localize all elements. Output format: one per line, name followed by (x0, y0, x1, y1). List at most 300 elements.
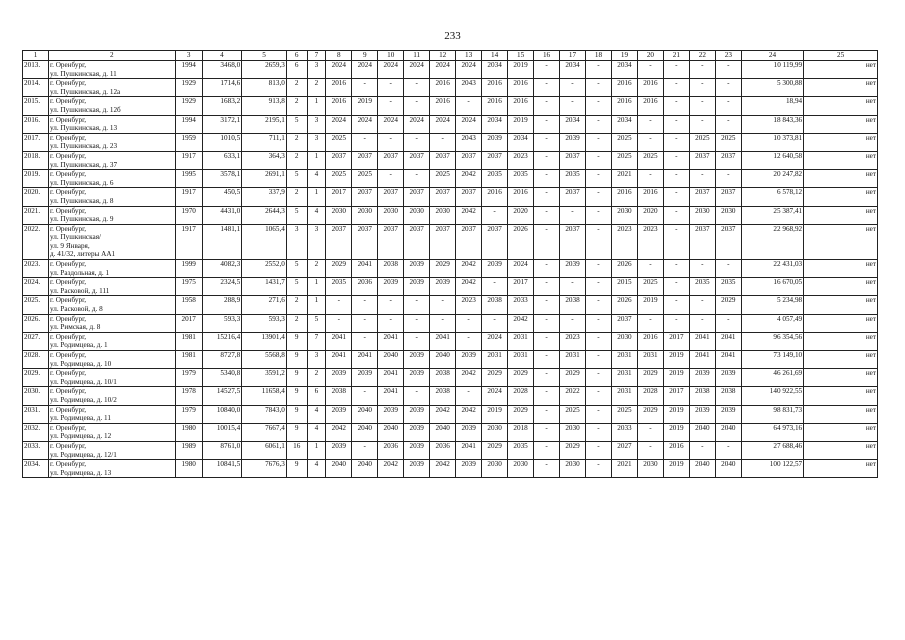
floors-cell: 9 (286, 369, 307, 387)
row-number-cell: 2018. (23, 151, 49, 169)
address-line: г. Оренбург, (49, 170, 87, 179)
planned-year-cell: 2019 (352, 97, 378, 115)
flag-cell: нет (804, 278, 878, 296)
table-row (23, 369, 878, 387)
planned-year-cell: 2033 (508, 296, 534, 314)
floors-cell: 5 (286, 170, 307, 188)
planned-year-cell: 2023 (456, 296, 482, 314)
address-cell (48, 79, 175, 97)
floors-cell: 2 (286, 79, 307, 97)
address-line: г. Оренбург, (49, 61, 87, 69)
address-cell (48, 97, 175, 115)
planned-year-cell: 2021 (611, 170, 637, 188)
address-line: г. Оренбург, (49, 133, 87, 142)
entrances-cell: 3 (307, 61, 326, 79)
planned-year-cell: 2019 (482, 405, 508, 423)
planned-year-cell: - (585, 224, 611, 259)
planned-year-cell: 2034 (482, 115, 508, 133)
total-area-cell: 14527,5 (202, 387, 241, 405)
year-built-cell: 1917 (175, 151, 202, 169)
table-row (23, 188, 878, 206)
table-row (23, 115, 878, 133)
planned-year-cell: 2039 (404, 369, 430, 387)
planned-year-cell: - (534, 133, 560, 151)
planned-year-cell: 2042 (430, 405, 456, 423)
planned-year-cell: 2039 (378, 278, 404, 296)
table-row (23, 278, 878, 296)
column-number-header: 3 (175, 51, 202, 61)
address-line: ул. Раздольная, д. 1 (49, 268, 110, 277)
planned-year-cell: 2035 (326, 278, 352, 296)
column-number-header: 2 (48, 51, 175, 61)
planned-year-cell: - (482, 314, 508, 332)
total-area-cell: 288,9 (202, 296, 241, 314)
row-number-cell: 2024. (23, 278, 49, 296)
table-row (23, 224, 878, 259)
cost-total-cell: 16 670,05 (741, 278, 803, 296)
table-row (23, 314, 878, 332)
planned-year-cell: 2035 (689, 278, 715, 296)
total-area-cell: 8761,0 (202, 441, 241, 459)
year-built-cell: 1959 (175, 133, 202, 151)
row-number-cell: 2023. (23, 260, 49, 278)
row-number-cell: 2029. (23, 369, 49, 387)
table-row (23, 351, 878, 369)
planned-year-cell: - (534, 224, 560, 259)
address-line: ул. Расковой, д. 8 (49, 305, 103, 314)
planned-year-cell: 2034 (611, 61, 637, 79)
planned-year-cell: - (585, 170, 611, 188)
year-built-cell: 2017 (175, 314, 202, 332)
planned-year-cell: 2037 (456, 151, 482, 169)
planned-year-cell: - (663, 260, 689, 278)
planned-year-cell: 2040 (352, 460, 378, 478)
planned-year-cell: 2029 (508, 405, 534, 423)
planned-year-cell: 2030 (715, 206, 741, 224)
planned-year-cell: - (585, 369, 611, 387)
living-area-cell: 2552,0 (242, 260, 287, 278)
floors-cell: 9 (286, 405, 307, 423)
planned-year-cell: - (585, 115, 611, 133)
row-number-cell: 2014. (23, 79, 49, 97)
planned-year-cell: 2039 (404, 351, 430, 369)
year-built-cell: 1978 (175, 387, 202, 405)
planned-year-cell: 2042 (430, 460, 456, 478)
planned-year-cell: 2037 (352, 224, 378, 259)
planned-year-cell: - (534, 188, 560, 206)
table-row (23, 423, 878, 441)
planned-year-cell: - (663, 79, 689, 97)
cost-total-cell: 100 122,57 (741, 460, 803, 478)
address-line: ул. Родимцева, д. 10/1 (49, 377, 117, 386)
planned-year-cell: 2017 (663, 332, 689, 350)
planned-year-cell: - (689, 61, 715, 79)
year-built-cell: 1980 (175, 460, 202, 478)
planned-year-cell: 2024 (404, 115, 430, 133)
planned-year-cell: 2040 (352, 405, 378, 423)
living-area-cell: 337,9 (242, 188, 287, 206)
planned-year-cell: - (637, 115, 663, 133)
living-area-cell: 2195,1 (242, 115, 287, 133)
planned-year-cell: 2037 (456, 188, 482, 206)
building-register-table (22, 50, 878, 478)
flag-cell: нет (804, 79, 878, 97)
planned-year-cell: - (585, 351, 611, 369)
entrances-cell: 4 (307, 405, 326, 423)
living-area-cell: 5568,8 (242, 351, 287, 369)
planned-year-cell: 2017 (663, 387, 689, 405)
planned-year-cell: 2037 (560, 151, 586, 169)
planned-year-cell: 2036 (352, 278, 378, 296)
address-cell (48, 170, 175, 188)
table-row (23, 97, 878, 115)
row-number-cell: 2030. (23, 387, 49, 405)
address-line: ул. Пушкинская/ (49, 233, 101, 242)
planned-year-cell: 2019 (663, 351, 689, 369)
planned-year-cell: - (534, 151, 560, 169)
planned-year-cell: 2036 (378, 441, 404, 459)
cost-total-cell: 20 247,82 (741, 170, 803, 188)
planned-year-cell: 2025 (611, 133, 637, 151)
row-number-cell: 2025. (23, 296, 49, 314)
row-number-cell: 2022. (23, 224, 49, 259)
total-area-cell: 1683,2 (202, 97, 241, 115)
row-number-cell: 2019. (23, 170, 49, 188)
planned-year-cell: - (689, 115, 715, 133)
floors-cell: 2 (286, 151, 307, 169)
planned-year-cell: 2037 (352, 151, 378, 169)
address-cell (48, 314, 175, 332)
flag-cell: нет (804, 296, 878, 314)
planned-year-cell: 2016 (430, 79, 456, 97)
planned-year-cell: 2037 (482, 224, 508, 259)
planned-year-cell: 2041 (715, 351, 741, 369)
planned-year-cell: 2015 (611, 278, 637, 296)
planned-year-cell: 2016 (508, 79, 534, 97)
planned-year-cell: 2039 (326, 405, 352, 423)
floors-cell: 3 (286, 224, 307, 259)
planned-year-cell: 2034 (560, 61, 586, 79)
address-line: ул. Родимцева, д. 12 (49, 432, 112, 441)
address-line: ул. Пушкинская, д. 11 (49, 69, 117, 78)
planned-year-cell: 2041 (430, 332, 456, 350)
table-row (23, 260, 878, 278)
planned-year-cell: - (534, 206, 560, 224)
living-area-cell: 364,3 (242, 151, 287, 169)
living-area-cell: 711,1 (242, 133, 287, 151)
table-row (23, 387, 878, 405)
planned-year-cell: - (663, 115, 689, 133)
entrances-cell: 3 (307, 351, 326, 369)
planned-year-cell: 2019 (663, 460, 689, 478)
planned-year-cell: 2035 (508, 170, 534, 188)
planned-year-cell: 2041 (689, 351, 715, 369)
planned-year-cell: - (404, 79, 430, 97)
planned-year-cell: - (663, 61, 689, 79)
planned-year-cell: - (585, 206, 611, 224)
planned-year-cell: 2040 (689, 460, 715, 478)
address-line: г. Оренбург, (49, 278, 87, 287)
cost-total-cell: 98 831,73 (741, 405, 803, 423)
address-line: ул. Родимцева, д. 10/2 (49, 395, 117, 404)
address-line: ул. Римская, д. 8 (49, 323, 101, 332)
planned-year-cell: 2037 (430, 224, 456, 259)
planned-year-cell: - (689, 97, 715, 115)
flag-cell: нет (804, 314, 878, 332)
planned-year-cell: 2024 (378, 115, 404, 133)
planned-year-cell: 2016 (430, 97, 456, 115)
address-cell (48, 151, 175, 169)
planned-year-cell: 2037 (352, 188, 378, 206)
total-area-cell: 5340,8 (202, 369, 241, 387)
planned-year-cell: 2034 (611, 115, 637, 133)
planned-year-cell: 2018 (508, 423, 534, 441)
planned-year-cell: 2016 (508, 97, 534, 115)
flag-cell: нет (804, 260, 878, 278)
planned-year-cell: - (560, 206, 586, 224)
planned-year-cell: - (378, 79, 404, 97)
table-row (23, 441, 878, 459)
planned-year-cell: 2019 (663, 369, 689, 387)
total-area-cell: 4431,0 (202, 206, 241, 224)
planned-year-cell: 2024 (352, 115, 378, 133)
planned-year-cell: - (585, 61, 611, 79)
planned-year-cell: 2030 (482, 423, 508, 441)
planned-year-cell: - (715, 97, 741, 115)
address-line: ул. Пушкинская, д. 37 (49, 160, 118, 169)
entrances-cell: 2 (307, 260, 326, 278)
planned-year-cell: 2031 (611, 387, 637, 405)
column-number-header: 25 (804, 51, 878, 61)
planned-year-cell: 2039 (456, 423, 482, 441)
planned-year-cell: 2024 (482, 387, 508, 405)
planned-year-cell: 2039 (560, 133, 586, 151)
total-area-cell: 8727,8 (202, 351, 241, 369)
row-number-cell: 2027. (23, 332, 49, 350)
living-area-cell: 13901,4 (242, 332, 287, 350)
flag-cell: нет (804, 441, 878, 459)
planned-year-cell: - (585, 97, 611, 115)
planned-year-cell: 2042 (456, 260, 482, 278)
planned-year-cell: 2024 (508, 260, 534, 278)
planned-year-cell: 2038 (689, 387, 715, 405)
planned-year-cell: 2037 (715, 151, 741, 169)
year-built-cell: 1917 (175, 188, 202, 206)
planned-year-cell: - (352, 387, 378, 405)
flag-cell: нет (804, 423, 878, 441)
cost-total-cell: 64 973,16 (741, 423, 803, 441)
planned-year-cell: 2029 (430, 260, 456, 278)
living-area-cell: 6061,1 (242, 441, 287, 459)
planned-year-cell: - (637, 61, 663, 79)
planned-year-cell: 2043 (456, 133, 482, 151)
planned-year-cell: 2030 (326, 206, 352, 224)
planned-year-cell: - (663, 296, 689, 314)
planned-year-cell: 2040 (689, 423, 715, 441)
planned-year-cell: - (637, 133, 663, 151)
cost-total-cell: 12 640,58 (741, 151, 803, 169)
cost-total-cell: 22 431,03 (741, 260, 803, 278)
floors-cell: 6 (286, 61, 307, 79)
address-line: г. Оренбург, (49, 369, 87, 378)
planned-year-cell: - (663, 97, 689, 115)
planned-year-cell: 2016 (637, 332, 663, 350)
planned-year-cell: - (404, 387, 430, 405)
planned-year-cell: 2023 (637, 224, 663, 259)
planned-year-cell: 2029 (637, 405, 663, 423)
planned-year-cell: - (637, 441, 663, 459)
address-line: ул. 9 Января, (49, 241, 90, 250)
column-number-header: 23 (715, 51, 741, 61)
planned-year-cell: - (352, 332, 378, 350)
column-number-header: 16 (534, 51, 560, 61)
planned-year-cell: 2025 (611, 405, 637, 423)
planned-year-cell: 2037 (404, 224, 430, 259)
total-area-cell: 3578,1 (202, 170, 241, 188)
planned-year-cell: 2020 (508, 206, 534, 224)
planned-year-cell: - (378, 296, 404, 314)
planned-year-cell: 2030 (560, 423, 586, 441)
planned-year-cell: - (715, 61, 741, 79)
planned-year-cell: 2037 (689, 151, 715, 169)
planned-year-cell: - (560, 97, 586, 115)
planned-year-cell: - (585, 188, 611, 206)
planned-year-cell: - (689, 79, 715, 97)
planned-year-cell: - (663, 151, 689, 169)
entrances-cell: 4 (307, 423, 326, 441)
planned-year-cell: - (585, 314, 611, 332)
planned-year-cell: 2037 (378, 188, 404, 206)
planned-year-cell: - (689, 296, 715, 314)
planned-year-cell: 2041 (326, 332, 352, 350)
planned-year-cell: 2037 (689, 188, 715, 206)
planned-year-cell: 2029 (482, 369, 508, 387)
planned-year-cell: 2042 (456, 405, 482, 423)
planned-year-cell: 2016 (663, 441, 689, 459)
planned-year-cell: 2038 (715, 387, 741, 405)
total-area-cell: 10015,4 (202, 423, 241, 441)
page-number: 233 (444, 30, 461, 42)
planned-year-cell: 2025 (352, 170, 378, 188)
year-built-cell: 1917 (175, 224, 202, 259)
address-cell (48, 369, 175, 387)
planned-year-cell: - (715, 260, 741, 278)
planned-year-cell: - (637, 314, 663, 332)
year-built-cell: 1979 (175, 369, 202, 387)
flag-cell: нет (804, 351, 878, 369)
planned-year-cell: 2041 (378, 332, 404, 350)
planned-year-cell: 2024 (352, 61, 378, 79)
planned-year-cell: - (585, 133, 611, 151)
planned-year-cell: - (482, 278, 508, 296)
planned-year-cell: 2016 (508, 188, 534, 206)
planned-year-cell: - (326, 314, 352, 332)
flag-cell: нет (804, 460, 878, 478)
planned-year-cell: 2042 (456, 170, 482, 188)
planned-year-cell: 2026 (508, 224, 534, 259)
total-area-cell: 3468,0 (202, 61, 241, 79)
total-area-cell: 593,3 (202, 314, 241, 332)
floors-cell: 2 (286, 188, 307, 206)
planned-year-cell: 2042 (456, 369, 482, 387)
year-built-cell: 1994 (175, 61, 202, 79)
cost-total-cell: 6 578,12 (741, 188, 803, 206)
planned-year-cell: - (715, 314, 741, 332)
planned-year-cell: 2020 (637, 206, 663, 224)
planned-year-cell: - (689, 170, 715, 188)
row-number-cell: 2016. (23, 115, 49, 133)
row-number-cell: 2033. (23, 441, 49, 459)
planned-year-cell: - (585, 405, 611, 423)
planned-year-cell: 2041 (352, 351, 378, 369)
column-number-header: 9 (352, 51, 378, 61)
planned-year-cell: 2037 (456, 224, 482, 259)
planned-year-cell: - (326, 296, 352, 314)
planned-year-cell: 2042 (456, 206, 482, 224)
address-cell (48, 460, 175, 478)
planned-year-cell: 2029 (637, 369, 663, 387)
table-row (23, 405, 878, 423)
planned-year-cell: - (585, 260, 611, 278)
planned-year-cell: - (663, 188, 689, 206)
planned-year-cell: 2034 (508, 133, 534, 151)
address-cell (48, 115, 175, 133)
planned-year-cell: 2041 (326, 351, 352, 369)
entrances-cell: 4 (307, 170, 326, 188)
column-number-row (23, 51, 878, 61)
year-built-cell: 1929 (175, 79, 202, 97)
address-cell (48, 423, 175, 441)
address-line: г. Оренбург, (49, 460, 87, 469)
address-line: г. Оренбург, (49, 387, 87, 396)
planned-year-cell: 2038 (560, 296, 586, 314)
floors-cell: 2 (286, 314, 307, 332)
planned-year-cell: - (534, 423, 560, 441)
planned-year-cell: - (482, 206, 508, 224)
planned-year-cell: - (560, 278, 586, 296)
planned-year-cell: 2037 (326, 151, 352, 169)
planned-year-cell: - (456, 387, 482, 405)
address-line: г. Оренбург, (49, 405, 87, 414)
planned-year-cell: 2019 (508, 115, 534, 133)
planned-year-cell: 2025 (637, 278, 663, 296)
planned-year-cell: 2041 (456, 441, 482, 459)
address-cell (48, 224, 175, 259)
planned-year-cell: 2024 (430, 115, 456, 133)
living-area-cell: 813,0 (242, 79, 287, 97)
planned-year-cell: 2039 (689, 405, 715, 423)
planned-year-cell: 2042 (456, 278, 482, 296)
planned-year-cell: 2028 (637, 387, 663, 405)
flag-cell: нет (804, 332, 878, 350)
planned-year-cell: 2037 (715, 224, 741, 259)
planned-year-cell: 2016 (482, 188, 508, 206)
planned-year-cell: - (404, 296, 430, 314)
planned-year-cell: - (534, 332, 560, 350)
entrances-cell: 7 (307, 332, 326, 350)
entrances-cell: 1 (307, 188, 326, 206)
address-line: г. Оренбург, (49, 224, 87, 233)
column-number-header: 15 (508, 51, 534, 61)
living-area-cell: 2644,3 (242, 206, 287, 224)
planned-year-cell: 2031 (611, 351, 637, 369)
planned-year-cell: - (534, 405, 560, 423)
flag-cell: нет (804, 170, 878, 188)
planned-year-cell: 2038 (378, 260, 404, 278)
planned-year-cell: 2035 (482, 170, 508, 188)
flag-cell: нет (804, 188, 878, 206)
planned-year-cell: - (352, 296, 378, 314)
